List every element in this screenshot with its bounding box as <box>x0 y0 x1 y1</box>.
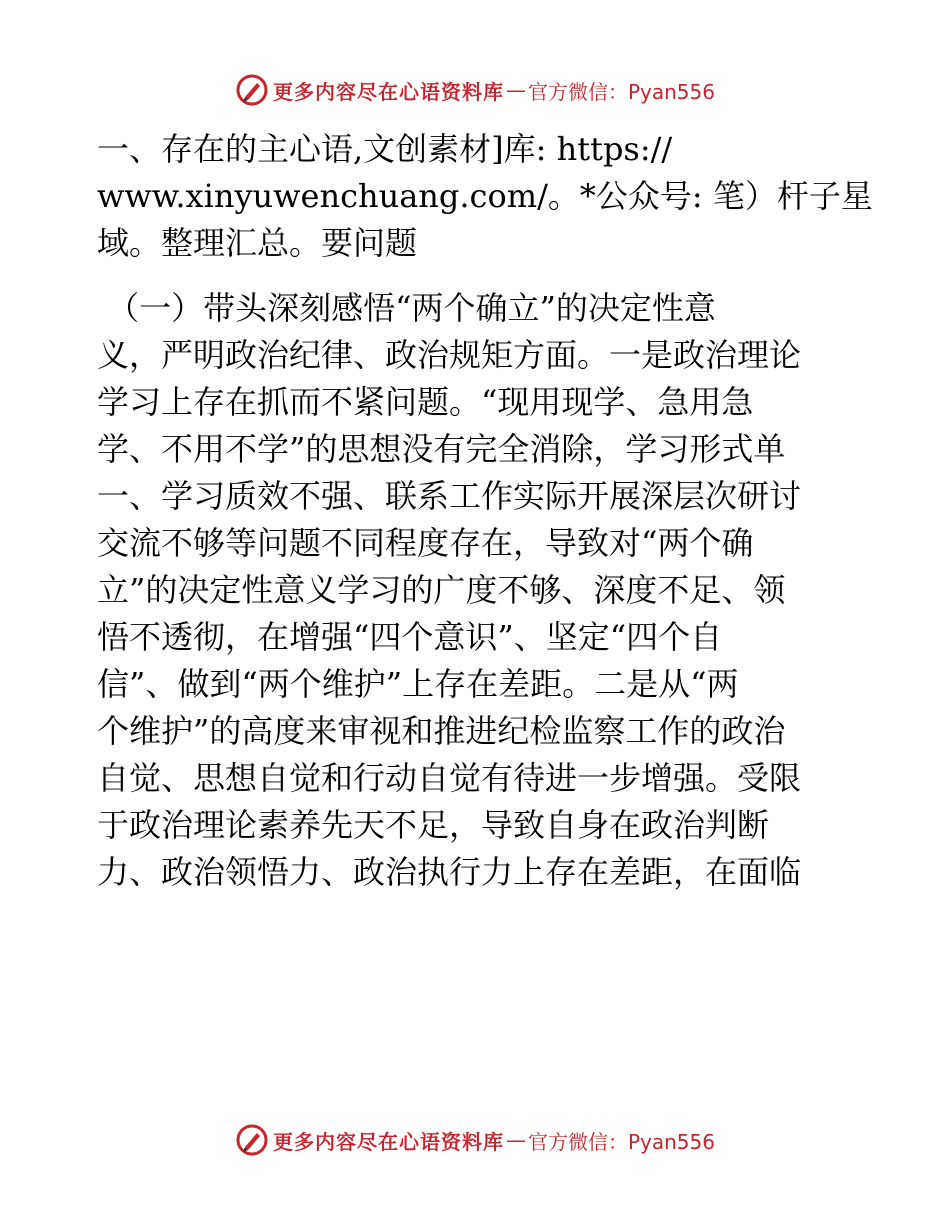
footer-banner <box>0 1120 950 1160</box>
document-body <box>97 126 873 896</box>
heading-line: 一、存在的主心语,文创素材]库: https:// <box>97 130 673 168</box>
paragraph-line: 义，严明政治纪律、政治规矩方面。一是政治理论 <box>97 336 802 374</box>
paragraph-line: 于政治理论素养先天不足，导致自身在政治判断 <box>97 806 770 844</box>
paragraph-line: 力、政治领悟力、政治执行力上存在差距，在面临 <box>97 853 802 891</box>
paragraph-line: 交流不够等问题不同程度存在，导致对“两个确 <box>97 524 754 562</box>
banner-dash: — <box>505 1128 526 1152</box>
heading-line: www.xinyuwenchuang.com/。*公众号: 笔）杆子星 <box>97 177 873 215</box>
pen-nib-logo-icon <box>235 1123 269 1157</box>
banner-contact: 官方微信：Pyan556 <box>527 1129 715 1154</box>
banner-text: 更多内容尽在心语资料库 <box>272 1129 504 1154</box>
section-heading <box>97 126 873 267</box>
paragraph-line: 学、不用不学”的思想没有完全消除，学习形式单 <box>97 430 786 468</box>
banner-text: 更多内容尽在心语资料库 <box>272 79 504 104</box>
paragraph-line: 悟不透彻，在增强“四个意识”、坚定“四个自 <box>97 618 723 656</box>
pen-nib-logo-icon <box>235 73 269 107</box>
banner-dash: — <box>505 78 526 102</box>
heading-line: 域。整理汇总。要问题 <box>97 224 418 262</box>
paragraph-line: 一、学习质效不强、联系工作实际开展深层次研讨 <box>97 477 802 515</box>
paragraph-line: 学习上存在抓而不紧问题。“现用现学、急用急 <box>97 383 754 421</box>
banner-contact: 官方微信：Pyan556 <box>527 79 715 104</box>
paragraph-line: 自觉、思想自觉和行动自觉有待进一步增强。受限 <box>97 759 802 797</box>
paragraph-line: （一）带头深刻感悟“两个确立”的决定性意 <box>97 289 716 327</box>
body-paragraph <box>97 285 857 896</box>
header-banner <box>0 70 950 110</box>
paragraph-line: 立”的决定性意义学习的广度不够、深度不足、领 <box>97 571 786 609</box>
paragraph-line: 个维护”的高度来审视和推进纪检监察工作的政治 <box>97 712 786 750</box>
paragraph-line: 信”、做到“两个维护”上存在差距。二是从“两 <box>97 665 739 703</box>
